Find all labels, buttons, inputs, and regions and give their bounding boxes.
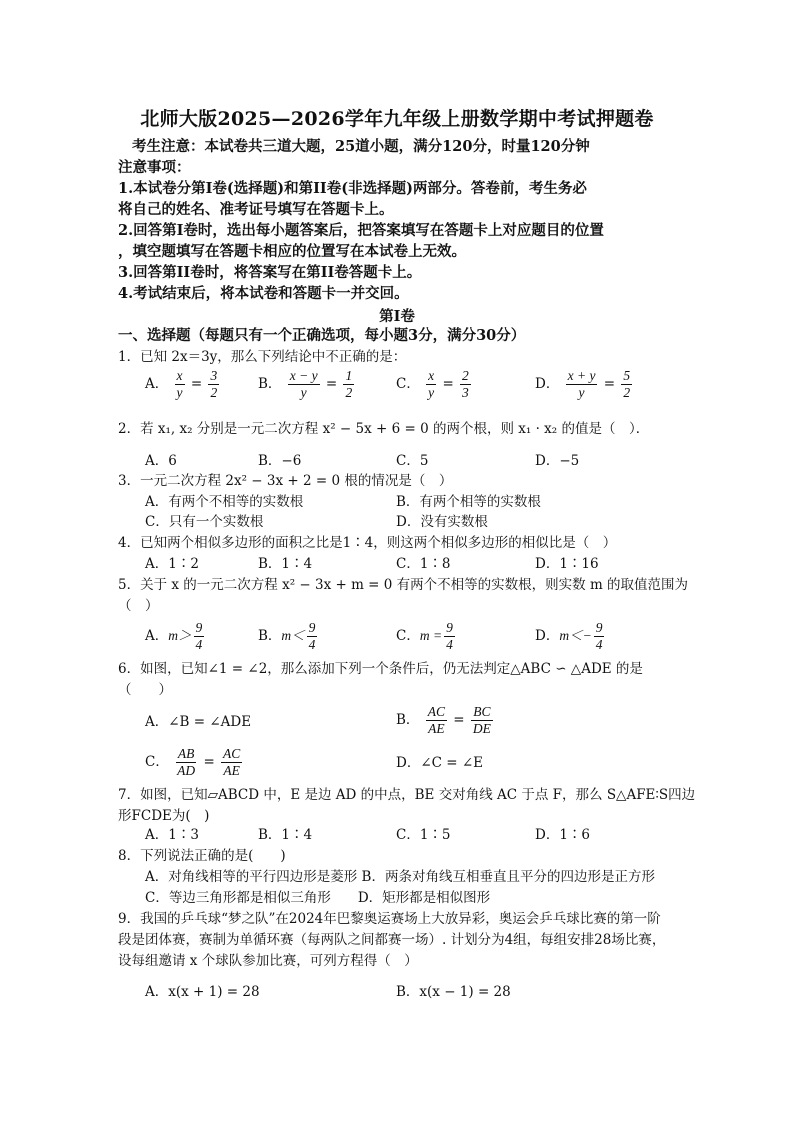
- q7-option-b: B．1∶4: [258, 827, 313, 843]
- q7-option-c: C．1∶5: [396, 827, 451, 843]
- section-heading: 一、选择题（每题只有一个正确选项，每小题3分，满分30分）: [118, 327, 526, 344]
- note-line: 2.回答第Ⅰ卷时，选出每小题答案后，把答案填写在答题卡上对应题目的位置: [118, 222, 604, 239]
- question-5-stem: 5．关于 x 的一元二次方程 x² − 3x + m = 0 有两个不相等的实数根，则实数 m 的取值范围为: [118, 577, 689, 593]
- q4-option-b: B．1∶4: [258, 556, 313, 572]
- question-7-stem: 7．如图，已知▱ABCD 中，E 是边 AD 的中点，BE 交对角线 AC 于点 F，那么 S△AFE∶S四边: [118, 787, 696, 803]
- question-7-stem-cont: 形FCDE为( ): [118, 808, 210, 824]
- question-2-stem: 2．若 x₁, x₂ 分别是一元二次方程 x² − 5x + 6 = 0 的两个根，则 x₁ · x₂ 的值是（ ）．: [118, 421, 650, 437]
- fraction: $\frac{AC}{AE}$: [223, 746, 241, 778]
- q9-option-b: B．x(x − 1) = 28: [396, 984, 511, 1000]
- option-label: B．: [258, 376, 282, 392]
- fraction: $\frac{BC}{DE}$: [472, 704, 491, 736]
- q3-option-d: D．没有实数根: [396, 514, 488, 530]
- fraction: $\frac{9}{4}$: [595, 620, 603, 652]
- fraction: $\frac{3}{2}$: [210, 368, 218, 400]
- q4-option-c: C．1∶8: [396, 556, 451, 572]
- fraction: $\frac{x + y}{y}$: [567, 368, 596, 400]
- note-line: 4.考试结束后，将本试卷和答题卡一并交回。: [118, 285, 409, 302]
- fraction: $\frac{9}{4}$: [195, 620, 203, 652]
- fraction: $\frac{9}{4}$: [446, 620, 453, 652]
- note-line: 将自己的姓名、准考证号填写在答题卡上。: [118, 201, 394, 218]
- fraction: $\frac{AB}{AD}$: [177, 746, 196, 778]
- q1-option-a: A． $\frac{x}{y}$ = $\frac{3}{2}$: [145, 368, 218, 400]
- q6-option-a: A．∠B = ∠ADE: [145, 714, 252, 730]
- question-6-stem: 6．如图，已知∠1 = ∠2，那么添加下列一个条件后，仍无法判定△ABC ∽ △ADE 的是: [118, 661, 643, 677]
- fraction: $\frac{x}{y}$: [428, 368, 435, 400]
- question-6-stem-cont: （ ）: [118, 682, 172, 698]
- q1-option-b: B． $\frac{x - y}{y}$ = $\frac{1}{2}$: [258, 368, 353, 400]
- q5-option-c: C．m = $\frac{9}{4}$: [396, 620, 453, 652]
- option-label: D．: [535, 376, 560, 392]
- question-9-line: 9．我国的乒乓球“梦之队”在2024年巴黎奥运赛场上大放异彩，奥运会乒乓球比赛的第一阶: [118, 911, 661, 927]
- q6-option-d: D．∠C = ∠E: [396, 755, 484, 771]
- q7-option-d: D．1∶6: [535, 827, 591, 843]
- fraction: $\frac{9}{4}$: [308, 620, 316, 652]
- q5-option-b: B．m＜ $\frac{9}{4}$: [258, 620, 316, 652]
- exam-notice: 考生注意：本试卷共三道大题，25道小题，满分120分，时量120分钟: [132, 138, 590, 155]
- question-9-line: 设每组邀请 x 个球队参加比赛，可列方程得（ ）: [118, 953, 418, 969]
- q8-options-cd: C．等边三角形都是相似三角形 D．矩形都是相似图形: [145, 890, 491, 906]
- q2-option-d: D．−5: [535, 453, 580, 469]
- q3-option-c: C．只有一个实数根: [145, 514, 264, 530]
- question-8-stem: 8．下列说法正确的是( ): [118, 848, 286, 864]
- notes-heading: 注意事项：: [118, 159, 191, 176]
- q3-option-a: A．有两个不相等的实数根: [145, 494, 304, 510]
- q7-option-a: A．1∶3: [145, 827, 199, 843]
- q5-option-a: A．m＞ $\frac{9}{4}$: [145, 620, 203, 652]
- q4-option-a: A．1∶2: [145, 556, 199, 572]
- fraction: $\frac{x}{y}$: [176, 368, 183, 400]
- question-4-stem: 4．已知两个相似多边形的面积之比是1∶4，则这两个相似多边形的相似比是（ ）: [118, 535, 617, 551]
- option-label: A．: [145, 376, 169, 392]
- fraction: $\frac{2}{3}$: [462, 368, 469, 400]
- q2-option-a: A．6: [145, 453, 177, 469]
- note-line: 1.本试卷分第Ⅰ卷(选择题)和第II卷(非选择题)两部分。答卷前，考生务必: [118, 180, 587, 197]
- page-title: 北师大版2025—2026学年九年级上册数学期中考试押题卷: [140, 108, 654, 130]
- fraction: $\frac{x - y}{y}$: [289, 368, 318, 400]
- fraction: $\frac{AC}{AE}$: [427, 704, 445, 736]
- q9-option-a: A．x(x + 1) = 28: [145, 984, 260, 1000]
- q2-option-b: B．−6: [258, 453, 302, 469]
- q4-option-d: D．1∶16: [535, 556, 599, 572]
- option-label: C．: [396, 376, 420, 392]
- question-1-stem: 1．已知 2x＝3y，那么下列结论中不正确的是：: [118, 349, 407, 365]
- q6-option-b: B． $\frac{AC}{AE}$ = $\frac{BC}{DE}$: [396, 704, 491, 736]
- note-line: 3.回答第II卷时，将答案写在第II卷答题卡上。: [118, 264, 422, 281]
- question-9-line: 段是团体赛，赛制为单循环赛（每两队之间都赛一场）. 计划分为4组，每组安排28场比赛，: [118, 932, 666, 948]
- q5-option-d: D．m＜− $\frac{9}{4}$: [535, 620, 603, 652]
- q1-option-c: C． $\frac{x}{y}$ = $\frac{2}{3}$: [396, 368, 469, 400]
- q6-option-c: C． $\frac{AB}{AD}$ = $\frac{AC}{AE}$: [145, 746, 241, 778]
- fraction: $\frac{5}{2}$: [623, 368, 631, 400]
- q3-option-b: B．有两个相等的实数根: [396, 494, 541, 510]
- volume-heading: 第Ⅰ卷: [379, 308, 415, 325]
- fraction: $\frac{1}{2}$: [345, 368, 353, 400]
- question-3-stem: 3．一元二次方程 2x² − 3x + 2 = 0 根的情况是（ ）: [118, 473, 453, 489]
- question-5-stem-cont: （ ）: [118, 598, 159, 614]
- note-line: ，填空题填写在答题卡相应的位置写在本试卷上无效。: [118, 243, 466, 260]
- q1-option-d: D． $\frac{x + y}{y}$ = $\frac{5}{2}$: [535, 368, 631, 400]
- q2-option-c: C．5: [396, 453, 429, 469]
- q8-options-ab: A．对角线相等的平行四边形是菱形 B．两条对角线互相垂直且平分的四边形是正方形: [145, 869, 655, 885]
